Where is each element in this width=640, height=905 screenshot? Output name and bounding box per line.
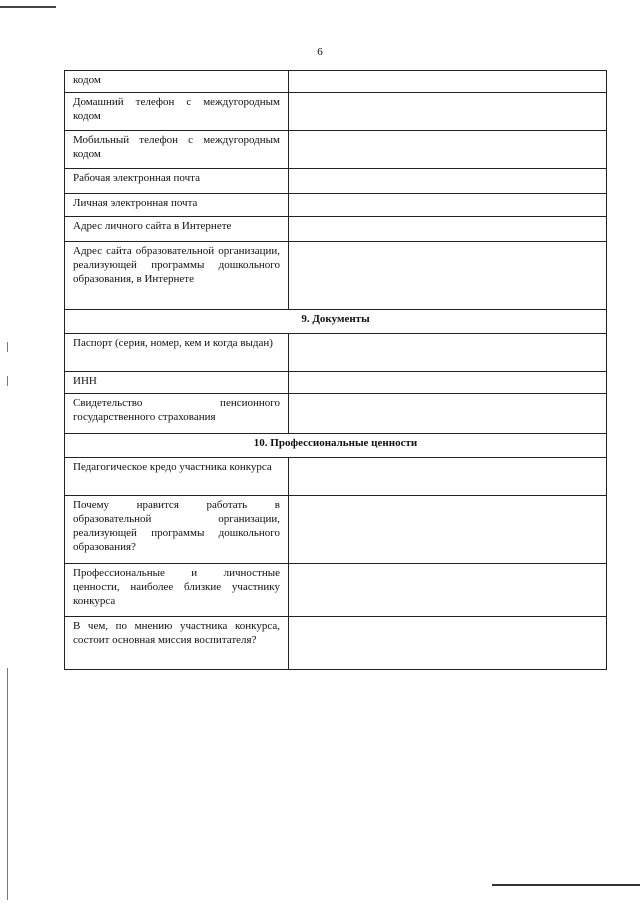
field-value[interactable] — [289, 71, 607, 93]
field-value[interactable] — [289, 458, 607, 496]
section-heading: 10. Профессиональные ценности — [65, 434, 607, 458]
table-row — [65, 169, 607, 194]
scan-mark-bottom — [492, 884, 640, 886]
table-row — [65, 334, 607, 372]
field-label: Педагогическое кредо участника конкурса — [65, 458, 289, 496]
table-row — [65, 131, 607, 169]
field-label: ИНН — [65, 372, 289, 394]
field-label: Домашний телефон с междугородным кодом — [65, 93, 289, 131]
form-table — [64, 70, 607, 670]
field-label: Почему нравится работать в образовательной организации, реализующей программы дошкольного образования? — [65, 496, 289, 564]
field-label: Личная электронная почта — [65, 194, 289, 217]
scan-edge-mark — [7, 668, 8, 900]
field-value[interactable] — [289, 334, 607, 372]
table-row — [65, 71, 607, 93]
field-label: Свидетельство пенсионного государственного страхования — [65, 394, 289, 434]
page-number: 6 — [317, 46, 323, 58]
scan-edge-mark — [7, 376, 8, 386]
field-value[interactable] — [289, 242, 607, 310]
section-heading: 9. Документы — [65, 310, 607, 334]
field-value[interactable] — [289, 131, 607, 169]
field-label: Мобильный телефон с междугородным кодом — [65, 131, 289, 169]
field-value[interactable] — [289, 372, 607, 394]
field-label: Адрес личного сайта в Интернете — [65, 217, 289, 242]
table-row — [65, 242, 607, 310]
table-row — [65, 394, 607, 434]
field-label: Паспорт (серия, номер, кем и когда выдан) — [65, 334, 289, 372]
table-row — [65, 458, 607, 496]
scan-edge-mark — [7, 342, 8, 352]
table-row — [65, 617, 607, 670]
field-value[interactable] — [289, 617, 607, 670]
table-row — [65, 93, 607, 131]
field-value[interactable] — [289, 394, 607, 434]
section-row — [65, 434, 607, 458]
table-row — [65, 217, 607, 242]
table-row — [65, 194, 607, 217]
field-label: Адрес сайта образовательной организации, реализующей программы дошкольного образования, в Интернете — [65, 242, 289, 310]
field-value[interactable] — [289, 93, 607, 131]
field-value[interactable] — [289, 169, 607, 194]
section-row — [65, 310, 607, 334]
table-row — [65, 372, 607, 394]
field-label: В чем, по мнению участника конкурса, состоит основная миссия воспитателя? — [65, 617, 289, 670]
field-value[interactable] — [289, 217, 607, 242]
field-value[interactable] — [289, 194, 607, 217]
field-label: Профессиональные и личностные ценности, наиболее близкие участнику конкурса — [65, 564, 289, 617]
table-row — [65, 564, 607, 617]
field-value[interactable] — [289, 564, 607, 617]
field-label: кодом — [65, 71, 289, 93]
field-value[interactable] — [289, 496, 607, 564]
scan-mark-top — [0, 6, 56, 8]
table-row — [65, 496, 607, 564]
field-label: Рабочая электронная почта — [65, 169, 289, 194]
